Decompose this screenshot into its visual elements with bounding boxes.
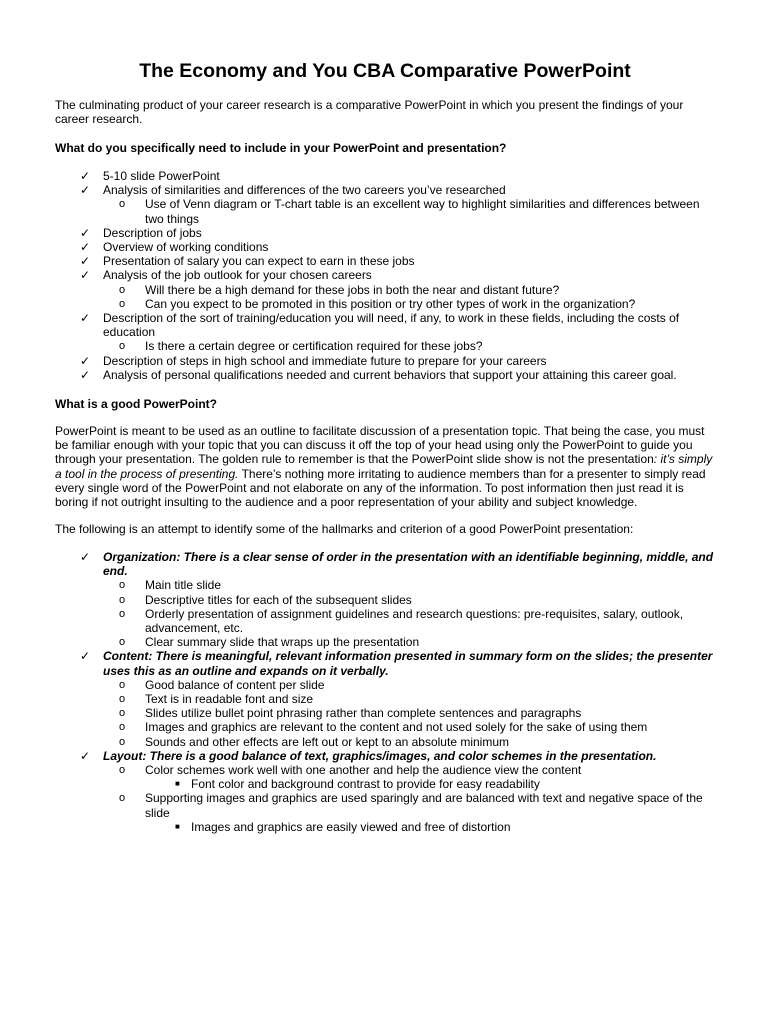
checkmark-icon: ✓ <box>80 748 91 763</box>
circle-bullet-icon: o <box>119 283 126 296</box>
sub-list-item: o Supporting images and graphics are used sparingly and are balanced with text and negative space of the slide ■ Images and graphics are easily viewed and free of distortion <box>103 791 720 834</box>
circle-bullet-icon: o <box>119 678 126 691</box>
list-item: ✓ Analysis of similarities and differences of the two careers you’ve researched o Use of Venn diagram or T-chart table is an excellent way to highlight similarities and differences between two things <box>55 183 720 226</box>
sub-sub-list-item: ■ Font color and background contrast to provide for easy readability <box>175 777 540 792</box>
circle-bullet-icon: o <box>119 721 126 734</box>
list-item: ✓ Description of the sort of training/education you will need, if any, to work in these fields, including the costs of education o Is there a certain degree or certification required for these jobs? <box>55 311 720 354</box>
checkmark-icon: ✓ <box>80 268 91 283</box>
checkmark-icon: ✓ <box>80 649 91 664</box>
include-list <box>55 169 720 382</box>
page-title: The Economy and You CBA Comparative PowerPoint <box>139 60 631 82</box>
sub-list-item: o Use of Venn diagram or T-chart table is an excellent way to highlight similarities and differences between two things <box>119 197 700 226</box>
circle-bullet-icon: o <box>119 764 126 777</box>
list-item: ✓ 5-10 slide PowerPoint <box>80 169 220 183</box>
sub-list-item: o Orderly presentation of assignment guidelines and research questions: pre-requisites, salary, outlook, advancement, etc. <box>119 606 684 636</box>
criteria-item-layout: ✓ Layout: There is a good balance of text, graphics/images, and color schemes in the presentation. o Color schemes work well with one another and help the audience view the content ■ Font color and background contrast to provide for easy readability o Supporting images and graphics are used sparingly and are balanced with text and negative space of the slide ■ Images and graphics are easily viewed and free of distortion <box>55 749 720 834</box>
sub-list-item: o Good balance of content per slide <box>119 677 325 692</box>
circle-bullet-icon: o <box>119 297 126 310</box>
checkmark-icon: ✓ <box>80 353 91 368</box>
circle-bullet-icon: o <box>119 707 126 720</box>
good-powerpoint-paragraph: PowerPoint is meant to be used as an outline to facilitate discussion of a presentation topic. That being the case, you must be familiar enough with your topic that you can discuss it off the top of your head using only the PowerPoint to guide you through your presentation. The golden rule to remember is that the PowerPoint slide show is not the presentation: it’s simply a tool in the process of presenting. There’s nothing more irritating to audience members than for a presenter to simply read every single word of the PowerPoint and not elaborate on any of the information. To post information then just read it is boring if not outright insulting to the audience and a poor representation of your ability and subject knowledge. <box>55 424 713 510</box>
circle-bullet-icon: o <box>119 579 126 592</box>
sub-list-item: o Is there a certain degree or certification required for these jobs? <box>119 339 483 354</box>
criteria-item-content: ✓ Content: There is meaningful, relevant information presented in summary form on the slides; the presenter uses this as an outline and expands on it verbally. o Good balance of content per slide o Text is in readable font and size o Slides utilize bullet point phrasing rather than complete sentences and paragraphs o Images and graphics are relevant to the content and not used solely for the sake of using them o Sounds and other effects are left out or kept to an absolute minimum <box>55 649 720 748</box>
list-item: ✓ Description of steps in high school and immediate future to prepare for your careers <box>80 353 547 368</box>
list-item: ✓ Presentation of salary you can expect to earn in these jobs <box>80 254 415 269</box>
sub-list-item: o Images and graphics are relevant to the content and not used solely for the sake of using them <box>119 720 648 735</box>
circle-bullet-icon: o <box>119 340 126 353</box>
checkmark-icon: ✓ <box>80 183 91 198</box>
circle-bullet-icon: o <box>119 693 126 706</box>
criteria-list <box>55 550 720 834</box>
list-item: ✓ Overview of working conditions <box>80 240 269 255</box>
sub-list-item: o Will there be a high demand for these jobs in both the near and distant future? <box>119 282 560 297</box>
circle-bullet-icon: o <box>119 607 126 620</box>
sub-sub-list-item: ■ Images and graphics are easily viewed and free of distortion <box>175 819 511 834</box>
question-heading-include: What do you specifically need to include in your PowerPoint and presentation? <box>55 141 507 155</box>
sub-list-item: o Clear summary slide that wraps up the presentation <box>119 635 420 650</box>
sub-list-item: o Can you expect to be promoted in this position or try other types of work in the organization? <box>119 296 636 311</box>
list-item: ✓ Analysis of personal qualifications needed and current behaviors that support your attaining this career goal. <box>80 367 677 382</box>
circle-bullet-icon: o <box>119 792 126 805</box>
checkmark-icon: ✓ <box>80 550 91 564</box>
sub-list-item: o Color schemes work well with one another and help the audience view the content ■ Font color and background contrast to provide for easy readability <box>103 763 720 791</box>
circle-bullet-icon: o <box>119 636 126 649</box>
checkmark-icon: ✓ <box>80 240 91 255</box>
sub-list-item: o Descriptive titles for each of the subsequent slides <box>119 592 412 607</box>
square-bullet-icon: ■ <box>175 779 180 789</box>
criteria-item-organization: ✓ Organization: There is a clear sense of order in the presentation with an identifiable beginning, middle, and end. o Main title slide o Descriptive titles for each of the subsequent slides o Orderly presentation of assignment guidelines and research questions: pre-requisites, salary, outlook, advancement, etc. o Clear summary slide that wraps up the presentation <box>55 550 720 649</box>
checkmark-icon: ✓ <box>80 254 91 269</box>
circle-bullet-icon: o <box>119 593 126 606</box>
square-bullet-icon: ■ <box>175 821 180 831</box>
sub-list-item: o Sounds and other effects are left out or kept to an absolute minimum <box>119 734 509 749</box>
sub-list-item: o Slides utilize bullet point phrasing rather than complete sentences and paragraphs <box>119 706 582 721</box>
intro-paragraph: The culminating product of your career research is a comparative PowerPoint in which you present the findings of your career research. <box>55 98 684 127</box>
sub-list-item: o Main title slide <box>119 578 222 593</box>
question-heading-good: What is a good PowerPoint? <box>55 397 217 411</box>
circle-bullet-icon: o <box>119 198 126 211</box>
following-paragraph: The following is an attempt to identify some of the hallmarks and criterion of a good PowerPoint presentation: <box>55 522 634 536</box>
sub-list-item: o Text is in readable font and size <box>119 692 314 707</box>
list-item: ✓ Description of jobs <box>80 225 202 240</box>
checkmark-icon: ✓ <box>80 311 91 326</box>
checkmark-icon: ✓ <box>80 169 91 183</box>
checkmark-icon: ✓ <box>80 367 91 382</box>
list-item: ✓ Analysis of the job outlook for your chosen careers o Will there be a high demand for these jobs in both the near and distant future? o Can you expect to be promoted in this position or try other types of work in the organization? <box>55 268 720 311</box>
checkmark-icon: ✓ <box>80 225 91 240</box>
circle-bullet-icon: o <box>119 735 126 748</box>
